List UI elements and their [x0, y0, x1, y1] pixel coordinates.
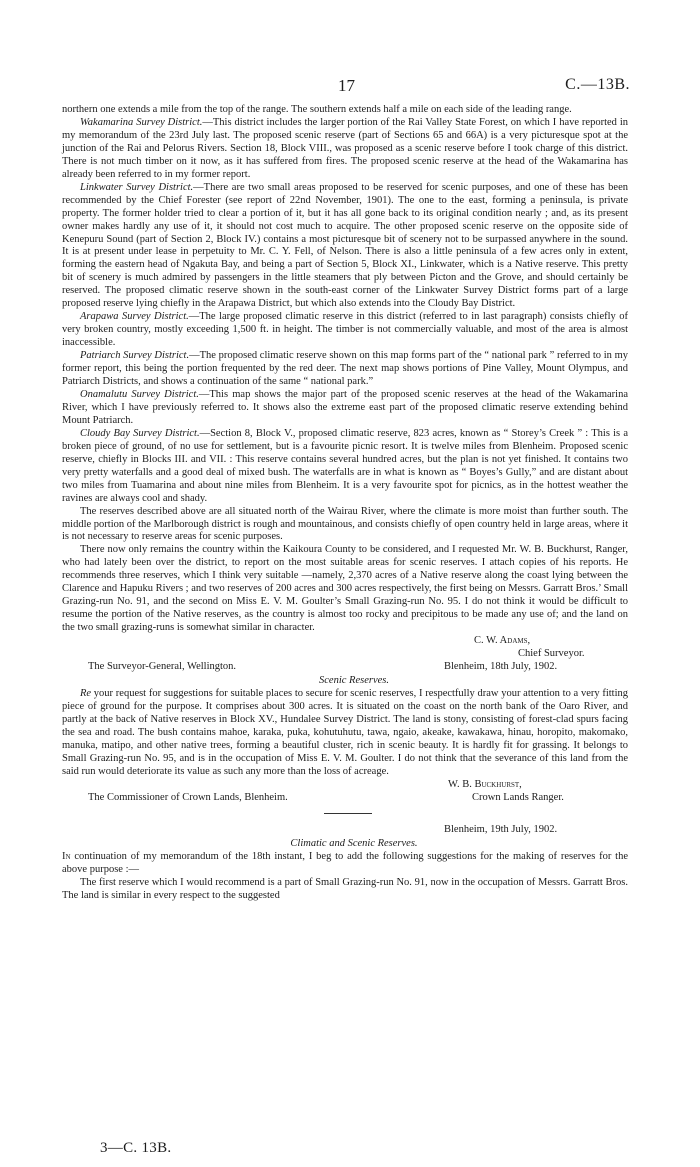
paragraph-arapawa	[62, 311, 628, 350]
signatory-title: Chief Surveyor.	[518, 648, 585, 660]
signature-block-buckhurst	[62, 779, 628, 807]
signatory-title: Crown Lands Ranger.	[472, 791, 564, 803]
paragraph-text: continuation of my memorandum of the 18th instant, I beg to add the following suggestions for the making of reserves for the above purpose :—	[62, 850, 628, 875]
district-title: Patriarch Survey District.	[80, 350, 190, 362]
paragraph-linkwater	[62, 182, 628, 312]
district-title: Linkwater Survey District.	[80, 181, 194, 193]
paragraph-text: —There are two small areas proposed to be reserved for scenic purposes, and one of these has been recommended by the Chief Forester (see report of 22nd November, 1901). The one to the east, forming a peninsula, is private property. The former holder tried to clear a portion of it, but it has all gone back to its original condition nearly ; and, as its present owner makes hardly any use of it, it should not cost much to acquire. The other proposed scenic reserve on the opposite side of Kenepuru Sound (part of Section 2, Block IV.) contains a most picturesque bit of scenery not to be surpassed anywhere in the sound. It is at present under lease in perpetuity to Mr. C. Y. Fell, of Nelson. There is also a little peninsula of a few acres only in extent, forming the eastern head of Ngakuta Bay, and being a part of Section 5, Block XI., Linkwater, which is a Native reserve. This pretty bit of scenery is much admired by passengers in the little steamers that ply between Picton and the Grove, and should certainly be reserved. The proposed climatic reserve shown in the south-east corner of the Linkwater Survey District forms part of a large proposed reserve lying chiefly in the Arapawa District, but which also extends into the Cloudy Bay District.	[62, 181, 628, 310]
addressee: The Surveyor-General, Wellington.	[88, 661, 237, 673]
addressee: The Commissioner of Crown Lands, Blenheim.	[88, 791, 288, 803]
place-date: Blenheim, 18th July, 1902.	[444, 661, 558, 673]
paragraph-text: —The large proposed climatic reserve in this district (referred to in last paragraph) consists chiefly of very broken country, mostly exceeding 1,500 ft. in height. The timber is not commercially valuable, and most of the area is almost inaccessible.	[62, 311, 628, 349]
paragraph-text: your request for suggestions for suitable places to secure for scenic reserves, I respectfully draw your attention to a very fitting piece of ground for the purpose. It comprises about 300 acres. It is situated on the coast on the north bank of the Oaro River, and partly at the back of Native reserves in Block XV., Hundalee Survey District. The land is stony, consisting of forest-clad spurs facing the sea and road. The bush contains mahoe, karaka, puka, kohutuhutu, tawa, ngaio, akeake, kawakawa, hinau, horopito, makomako, manuka, matipo, and other native trees, forming a beautiful cluster, rich in scenic beauty. It is hardly fit for grassing. It belongs to Small Grazing-run No. 95, and is in the occupation of Miss E. V. M. Goulter. I do not think that the severance of this land from the said run would deteriorate its value as such any more than the loss of acreage.	[62, 688, 628, 777]
paragraph-text: —The proposed climatic reserve shown on this map forms part of the “ national park ” referred to in my former report, this being the portion frequented by the red deer. The next map shows portions of Pine Valley, Mount Olympus, and Patriarch Districts, and shows a continuation of the same “ national park.”	[62, 350, 629, 388]
paragraph-text: —Section 8, Block V., proposed climatic reserve, 823 acres, known as “ Storey’s Creek ” : This is a broken piece of ground, of no use for settlement, but is a favourite picnic resort. It is twelve miles from Blenheim. Proposed scenic reserve, chiefly in Blocks III. and VII. : This reserve contains several hundred acres, but the plan is not yet finished. It contains two very pretty waterfalls and a good deal of mixed bush. The waterfalls are in what is known as “ Boyes’s Gully,” and are distant about two miles from Tuamarina and about nine miles from Blenheim. It is a very favourite spot for picnics, as in the hottest weather the ravines are always cool and shady.	[62, 427, 629, 504]
page-header	[0, 76, 700, 100]
signature-block-adams	[62, 635, 628, 675]
paragraph-oaro-river	[62, 688, 628, 779]
section-heading-climatic: Climatic and Scenic Reserves.	[290, 837, 418, 849]
paragraph-wakamarina	[62, 117, 628, 182]
section-divider	[324, 813, 372, 814]
re-word: Re	[80, 688, 92, 700]
paragraph-wairau: The reserves described above are all situated north of the Wairau River, where the climate is more moist than further south. The middle portion of the Marlborough district is rough and mountainous, and consists chiefly of open country held in large areas, where it is not necessary to reserve areas for scenic purposes.	[62, 505, 628, 543]
paragraph-first-reserve: The first reserve which I would recommend is a part of Small Grazing-run No. 91, now in the occupation of Messrs. Garratt Bros. The land is similar in every respect to the suggested	[62, 876, 628, 901]
district-title: Cloudy Bay Survey District.	[80, 427, 200, 439]
paragraph-patriarch	[62, 350, 628, 389]
signatory-name: C. W. Adams,	[474, 635, 531, 647]
page-body	[62, 104, 628, 902]
district-title: Onamalutu Survey District.	[80, 388, 199, 400]
place-date: Blenheim, 19th July, 1902.	[444, 823, 558, 835]
paragraph-onamalutu	[62, 389, 628, 428]
document-reference: C.—13B.	[565, 76, 630, 93]
paragraph-cloudy-bay	[62, 428, 628, 506]
in-word: In	[62, 850, 71, 862]
dateline	[62, 824, 628, 838]
paragraph-text: —This district includes the larger portion of the Rai Valley State Forest, on which I have reported in my memorandum of the 23rd July last. The proposed scenic reserve (part of Sections 65 and 66A) is a very picturesque spot at the junction of the Rai and Pelorus Rivers. Section 18, Block VIII., was proposed as a scenic reserve before I took charge of this district. There is not much timber on it now, as it has suffered from fires. The proposed scenic reserve at the head of the Wakamarina has already been referred to in my former report.	[62, 116, 628, 180]
section-heading-scenic: Scenic Reserves.	[319, 675, 389, 687]
district-title: Arapawa Survey District.	[80, 311, 189, 323]
page-number: 17	[338, 76, 355, 95]
paragraph-text: —This map shows the major part of the proposed scenic reserves at the head of the Wakamarina River, which I have previously referred to. It shows also the extreme east part of the proposed climatic reserve extending behind Mount Patriarch.	[62, 388, 628, 426]
paragraph-continuation: northern one extends a mile from the top of the range. The southern extends half a mile on each side of the leading range.	[62, 104, 572, 115]
signatory-name: W. B. Buckhurst,	[448, 778, 522, 790]
district-title: Wakamarina Survey District.	[80, 116, 203, 128]
paragraph-continuation-memo	[62, 851, 628, 877]
signature-mark: 3—C. 13B.	[100, 1140, 172, 1156]
paragraph-kaikoura: There now only remains the country within the Kaikoura County to be considered, and I requested Mr. W. B. Buckhurst, Ranger, who had lately been over the district, to report on the most suitable areas for scenic reserves. I attach copies of his reports. He recommends three reserves, which I think very suitable —namely, 2,370 acres of a Native reserve along the coast lying between the Clarence and Hapuku Rivers ; and two reserves of 200 acres and 300 acres respectively, the first being on Messrs. Garratt Bros.’ Small Grazing-run No. 91, and the second on Miss E. V. M. Goulter’s Small Grazing-run No. 95. I do not think it would be difficult to resume the portion of the Native reserves, as the country is almost too rocky and precipitous to be made any use of; and the land on the two small grazing-runs is somewhat similar in character.	[62, 544, 628, 634]
